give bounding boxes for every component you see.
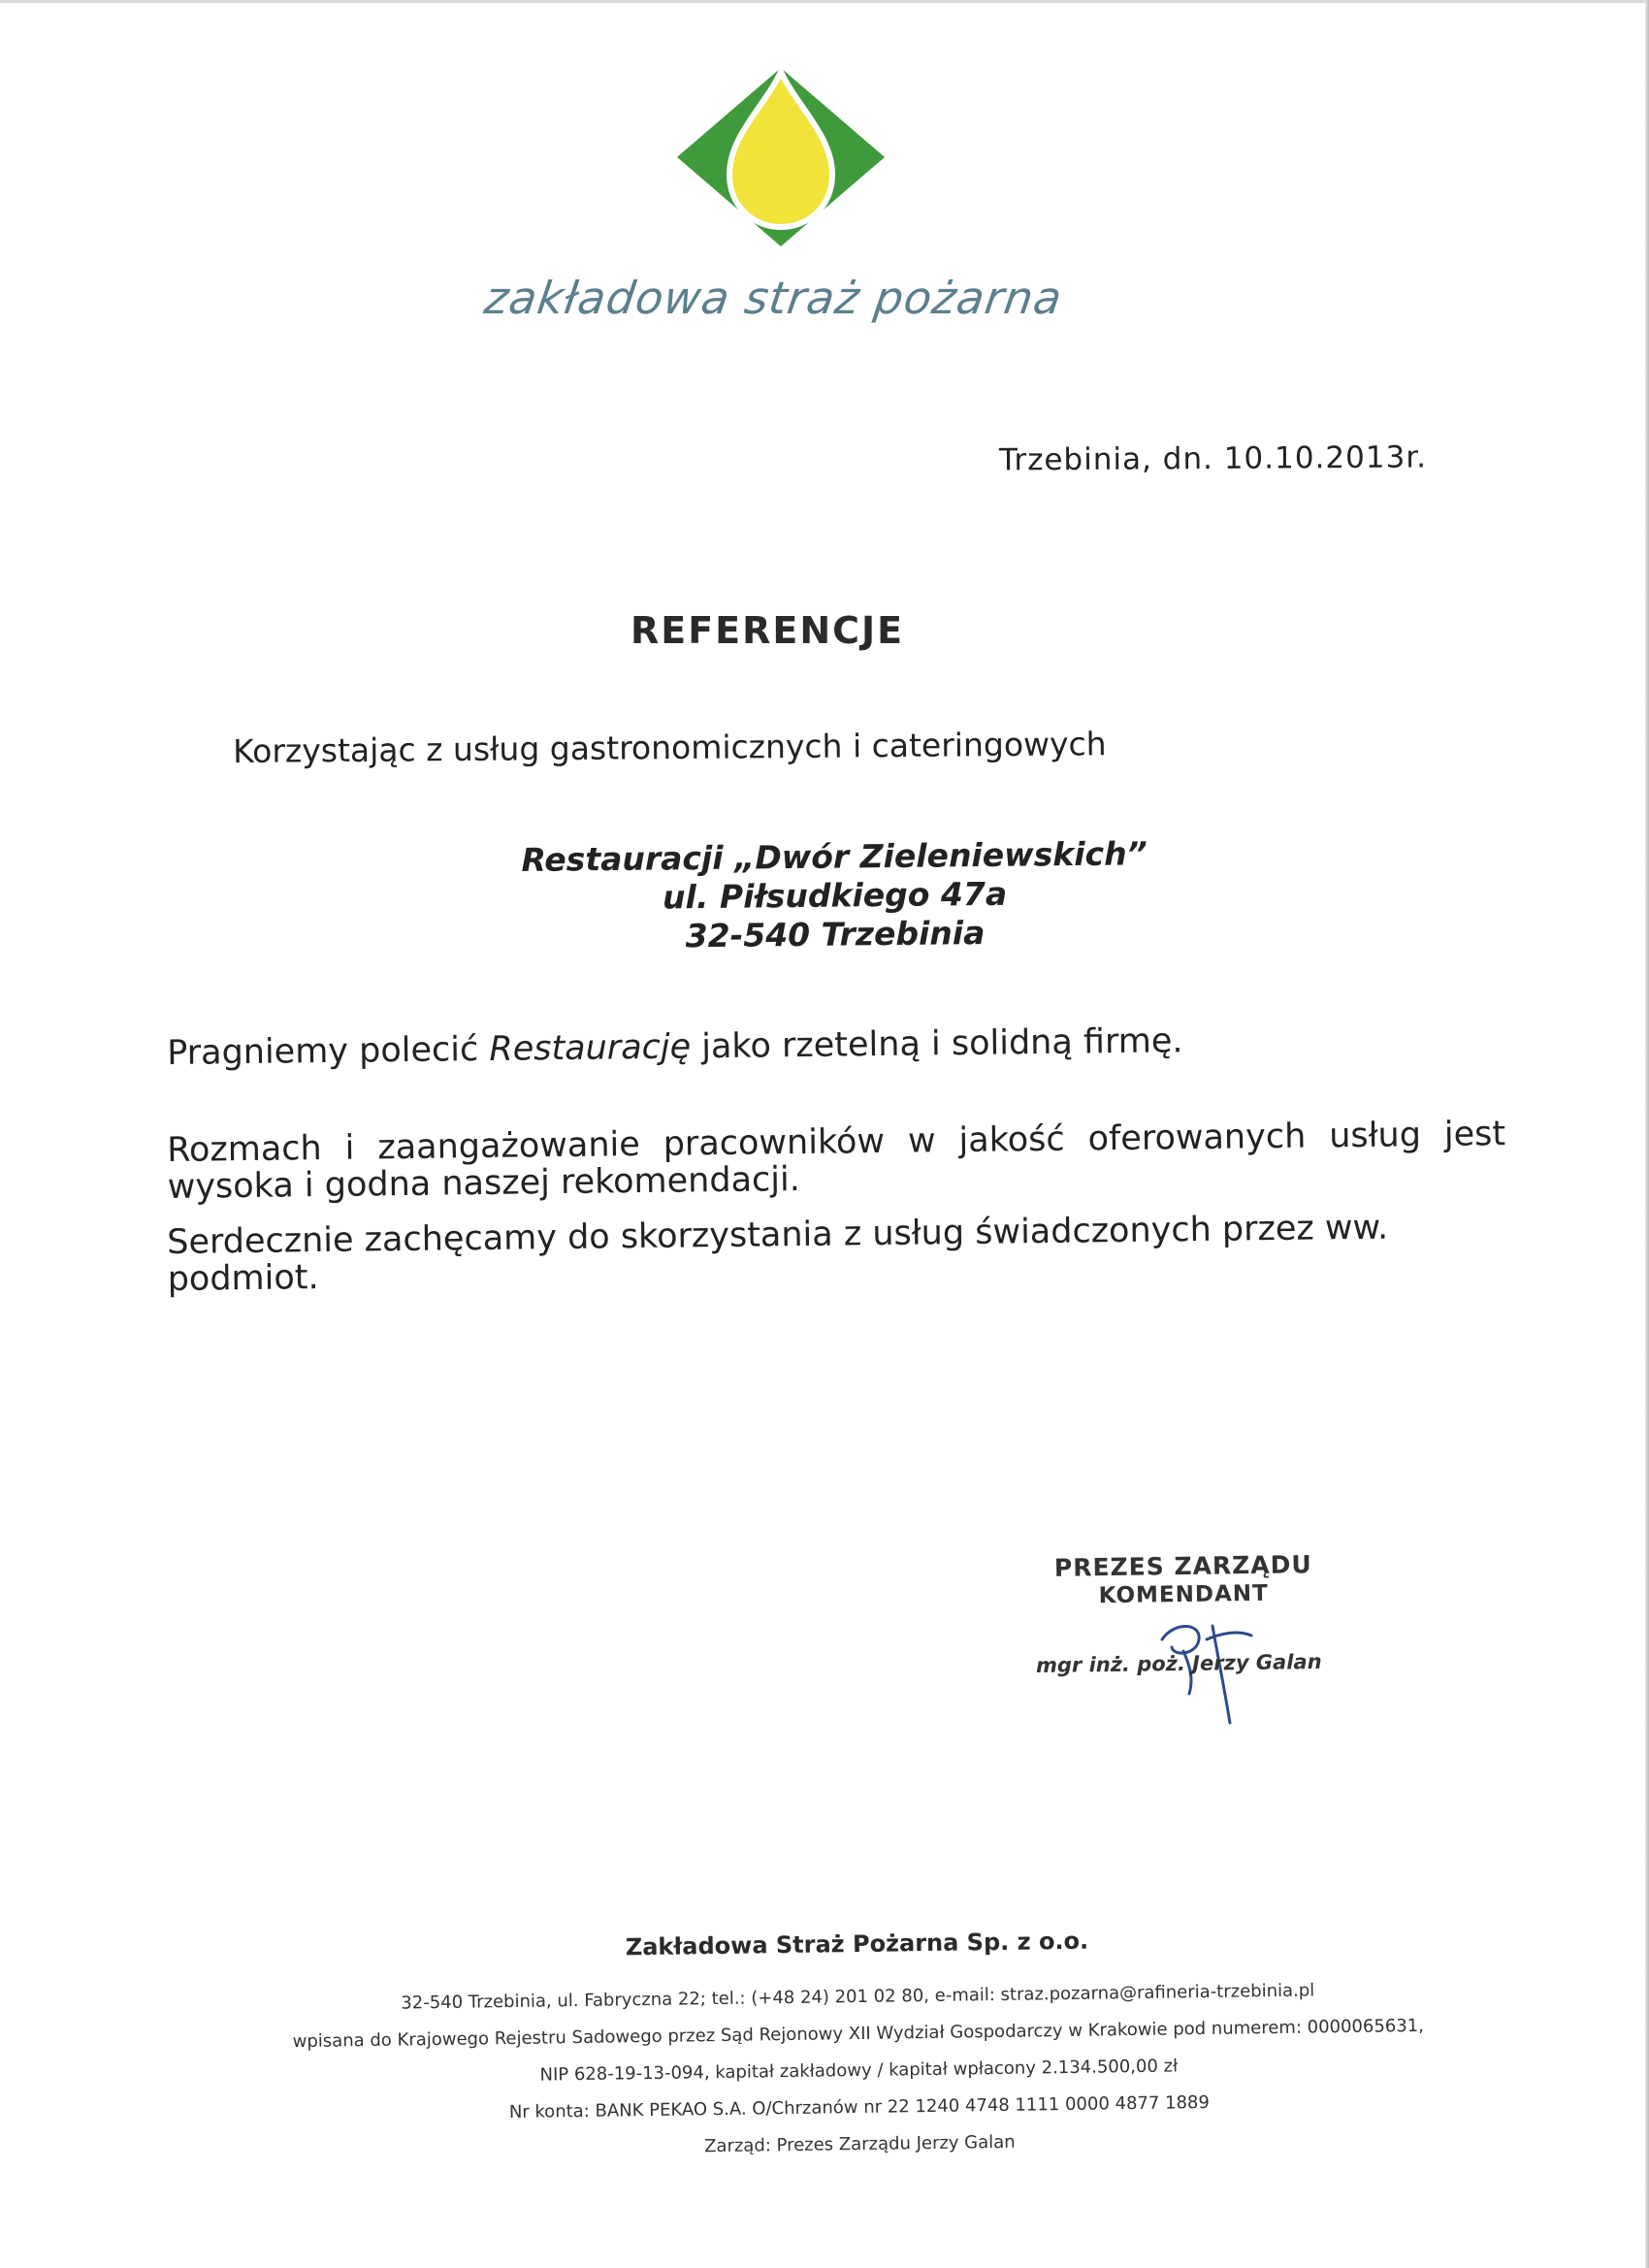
footer-management: Zarząd: Prezes Zarządu Jerzy Galan — [704, 2131, 1016, 2157]
paragraph-1-emphasis: Restaurację — [489, 1027, 692, 1069]
page-right-edge — [1645, 0, 1649, 2268]
company-logo — [669, 60, 892, 254]
paragraph-quality: Rozmach i zaangażowanie pracowników w jakość oferowanych usług jest wysoka i godna naszej rekomendacji. — [166, 1115, 1506, 1207]
paragraph-1-end: jako rzetelną i solidną firmę. — [690, 1021, 1183, 1067]
footer-registry: wpisana do Krajowego Rejestru Sadowego przez Sąd Rejonowy XII Wydział Gospodarczy w Krakowie pod numerem: 0000065631, — [292, 2015, 1425, 2053]
recommended-company — [427, 833, 1243, 958]
signature-title-commander: KOMENDANT — [1098, 1580, 1269, 1609]
company-street: ul. Piłsudkiego 47a — [662, 874, 1008, 917]
document-title: REFERENCJE — [630, 609, 905, 652]
company-city: 32-540 Trzebinia — [685, 913, 986, 956]
signatory-name: mgr inż. poż. Jerzy Galan — [1035, 1649, 1322, 1678]
logo-text: zakładowa straż pożarna — [481, 272, 1066, 324]
letterhead-footer — [211, 1922, 1504, 2173]
paragraph-encouragement: Serdecznie zachęcamy do skorzystania z usług świadczonych przez ww. podmiot. — [166, 1208, 1389, 1299]
paragraph-1-start: Pragniemy polecić — [166, 1029, 490, 1073]
logo-drop-icon — [729, 72, 832, 227]
paragraph-recommendation — [167, 1019, 1505, 1072]
footer-tax-capital: NIP 628-19-13-094, kapitał zakładowy / kapitał wpłacony 2.134.500,00 zł — [539, 2056, 1179, 2086]
company-name: Restauracji „Dwór Zieleniewskich” — [521, 834, 1148, 879]
footer-bank-account: Nr konta: BANK PEKAO S.A. O/Chrzanów nr 22 1240 4748 1111 0000 4877 1889 — [508, 2091, 1211, 2123]
signature-title-president: PREZES ZARZĄDU — [1053, 1550, 1312, 1582]
footer-company-name: Zakładowa Straż Pożarna Sp. z o.o. — [625, 1927, 1089, 1961]
intro-text: Korzystając z usług gastronomicznych i cateringowych — [233, 725, 1107, 770]
footer-address-contact: 32-540 Trzebinia, ul. Fabryczna 22; tel.: (+48 24) 201 02 80, e-mail: straz.pozarna@rafineria-trzebinia.pl — [401, 1980, 1315, 2014]
date-line: Trzebinia, dn. 10.10.2013r. — [998, 439, 1428, 478]
page-top-edge — [0, 0, 1649, 3]
